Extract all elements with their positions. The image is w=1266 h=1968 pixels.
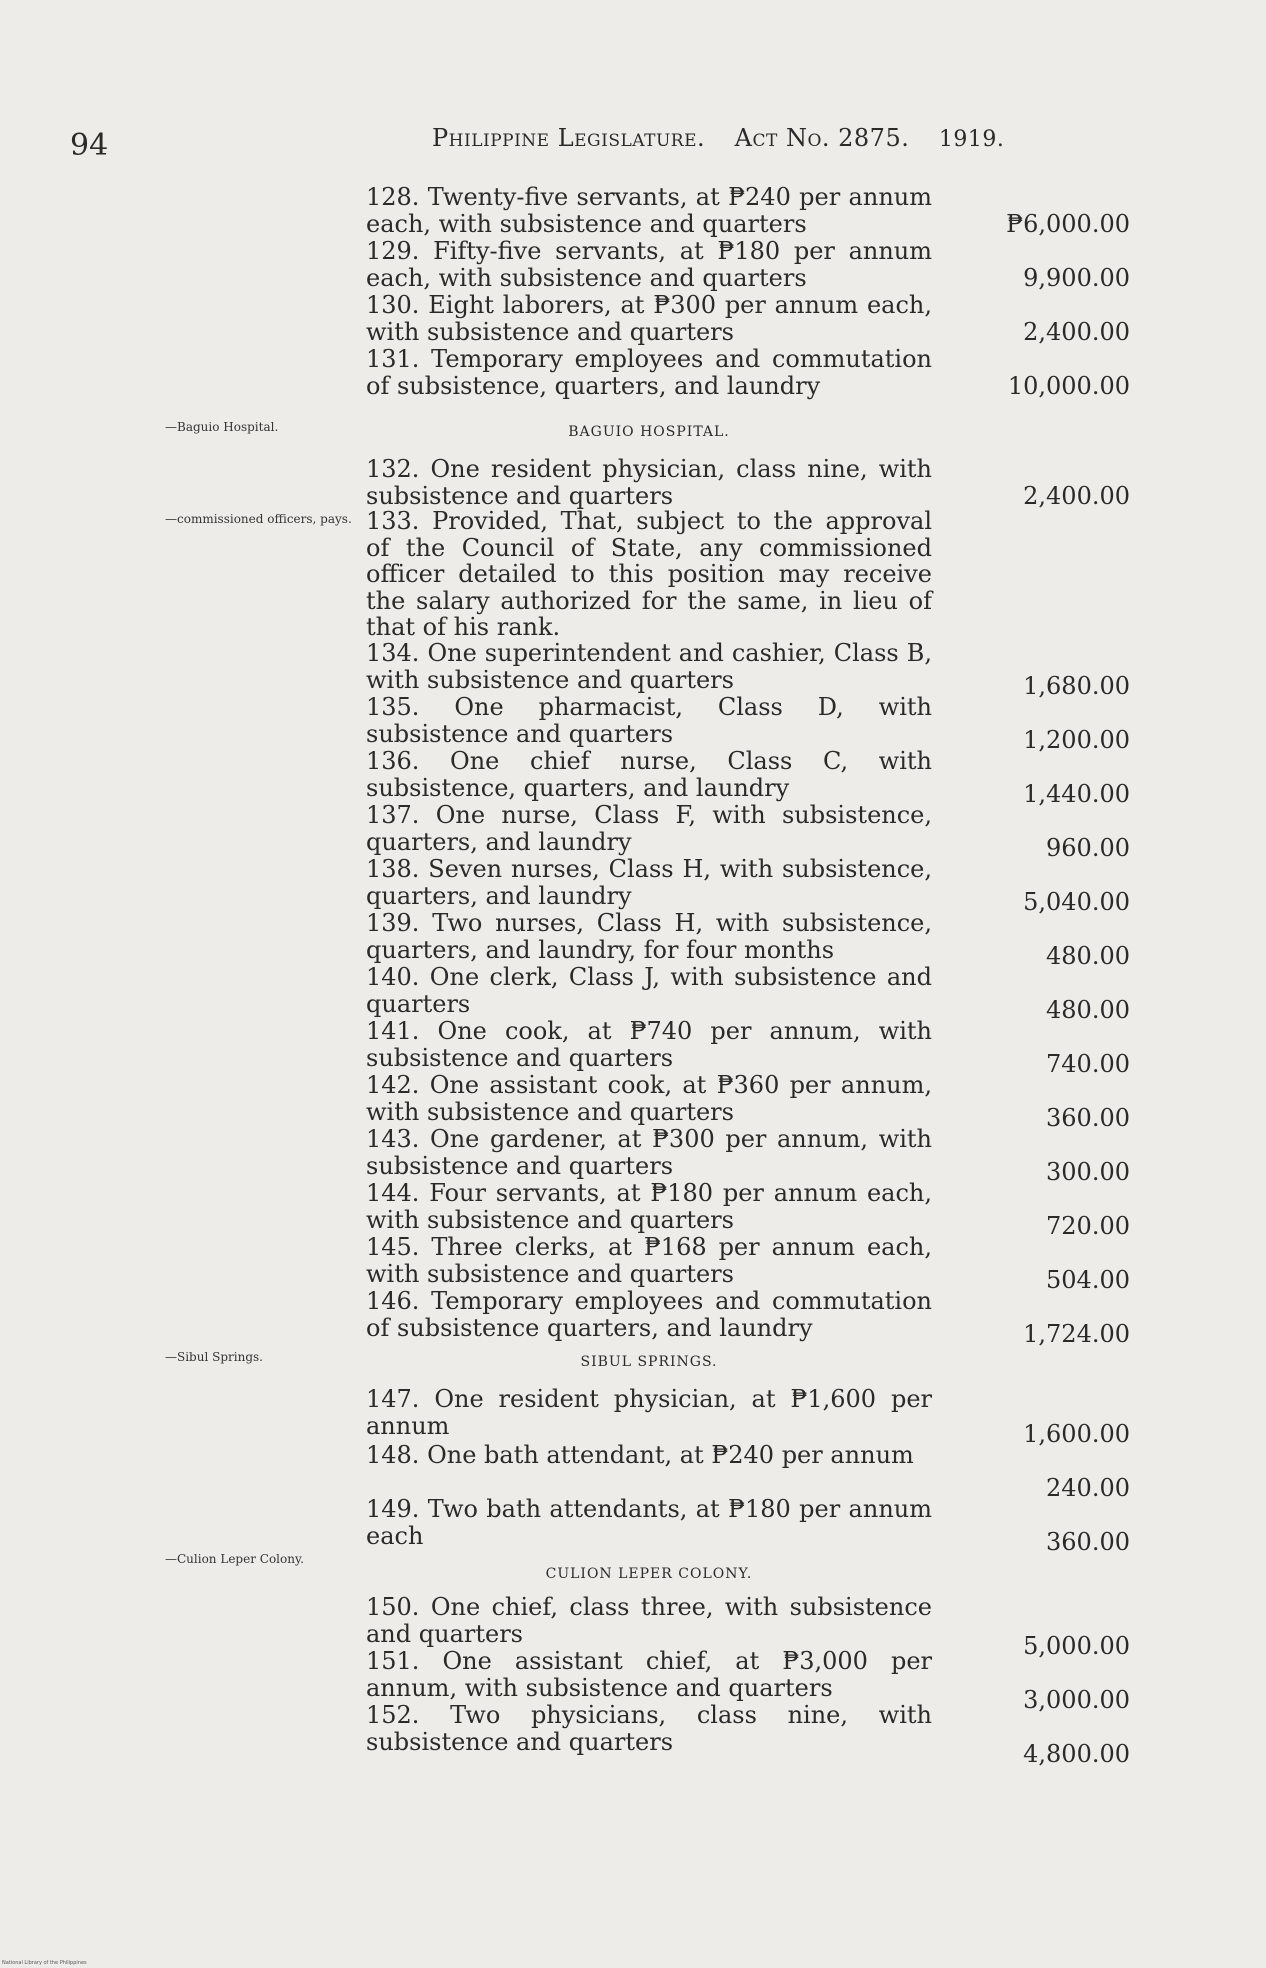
- item-text: 148. One bath attendant, at ₱240 per annum: [366, 1441, 914, 1469]
- section-heading-sibul: SIBUL SPRINGS.: [580, 1354, 718, 1370]
- item-amount: 3,000.00: [1023, 1686, 1130, 1714]
- footer-library-mark: National Library of the Philippines: [2, 1960, 87, 1966]
- item-text: 129. Fifty-five servants, at ₱180 per annum each, with subsistence and quarters: [366, 237, 932, 292]
- item-amount: 360.00: [1046, 1104, 1130, 1132]
- side-note-culion: —Culion Leper Colony.: [165, 1552, 304, 1566]
- item-text: 152. Two physicians, class nine, with subsistence and quarters: [366, 1701, 932, 1756]
- item-text: 139. Two nurses, Class H, with subsistence, quarters, and laundry, for four months: [366, 909, 932, 964]
- item-text: 144. Four servants, at ₱180 per annum each, with subsistence and quarters: [366, 1179, 932, 1234]
- item-amount: 1,200.00: [1023, 726, 1130, 754]
- item-amount: 740.00: [1046, 1050, 1130, 1078]
- item-amount: 1,440.00: [1023, 780, 1130, 808]
- item-text: 142. One assistant cook, at ₱360 per annum, with subsistence and quarters: [366, 1071, 932, 1126]
- item-amount: 2,400.00: [1023, 482, 1130, 510]
- page-number: 94: [70, 128, 109, 163]
- item-text: 141. One cook, at ₱740 per annum, with subsistence and quarters: [366, 1017, 932, 1072]
- side-note-baguio: —Baguio Hospital.: [165, 420, 279, 434]
- running-head-act: Act No. 2875.: [734, 124, 910, 152]
- item-amount: 10,000.00: [1007, 372, 1130, 400]
- item-text: 147. One resident physician, at ₱1,600 per annum: [366, 1385, 932, 1440]
- item-amount: 4,800.00: [1023, 1740, 1130, 1768]
- item-amount: 480.00: [1046, 996, 1130, 1024]
- item-text: 140. One clerk, Class J, with subsistence and quarters: [366, 963, 932, 1018]
- side-note-commissioned: —commissioned officers, pays.: [165, 512, 352, 526]
- item-text: 150. One chief, class three, with subsistence and quarters: [366, 1593, 932, 1648]
- item-text: 151. One assistant chief, at ₱3,000 per annum, with subsistence and quarters: [366, 1647, 932, 1702]
- item-text: 128. Twenty-five servants, at ₱240 per annum each, with subsistence and quarters: [366, 183, 932, 238]
- item-text: 136. One chief nurse, Class C, with subsistence, quarters, and laundry: [366, 747, 932, 802]
- item-amount: 1,724.00: [1023, 1320, 1130, 1348]
- item-text: 133. Provided, That, subject to the approval of the Council of State, any commissioned officer detailed to this position may receive the salary authorized for the same, in lieu of that of his rank.: [366, 507, 932, 641]
- running-head-year: 1919.: [938, 127, 1005, 152]
- item-text: 135. One pharmacist, Class D, with subsistence and quarters: [366, 693, 932, 748]
- item-text: 146. Temporary employees and commutation of subsistence quarters, and laundry: [366, 1287, 932, 1342]
- item-amount: 1,600.00: [1023, 1420, 1130, 1448]
- item-text: 130. Eight laborers, at ₱300 per annum each, with subsistence and quarters: [366, 291, 932, 346]
- item-text: 134. One superintendent and cashier, Class B, with subsistence and quarters: [366, 639, 932, 694]
- item-amount: 960.00: [1046, 834, 1130, 862]
- running-head-title: Philippine Legislature.: [432, 124, 706, 152]
- item-text: 145. Three clerks, at ₱168 per annum each, with subsistence and quarters: [366, 1233, 932, 1288]
- item-amount: 2,400.00: [1023, 318, 1130, 346]
- item-text: 149. Two bath attendants, at ₱180 per annum each: [366, 1495, 932, 1550]
- side-note-sibul: —Sibul Springs.: [165, 1350, 263, 1364]
- item-amount: 5,040.00: [1023, 888, 1130, 916]
- section-heading-culion: CULION LEPER COLONY.: [545, 1566, 753, 1582]
- item-amount: 300.00: [1046, 1158, 1130, 1186]
- section-heading-baguio: BAGUIO HOSPITAL.: [568, 424, 730, 440]
- item-text: 138. Seven nurses, Class H, with subsistence, quarters, and laundry: [366, 855, 932, 910]
- item-text: 143. One gardener, at ₱300 per annum, with subsistence and quarters: [366, 1125, 932, 1180]
- item-text: 131. Temporary employees and commutation of subsistence, quarters, and laundry: [366, 345, 932, 400]
- item-amount: 360.00: [1046, 1528, 1130, 1556]
- item-amount: 480.00: [1046, 942, 1130, 970]
- item-amount: 720.00: [1046, 1212, 1130, 1240]
- item-amount: 240.00: [1046, 1474, 1130, 1502]
- item-amount: ₱6,000.00: [1006, 210, 1130, 238]
- item-amount: 504.00: [1046, 1266, 1130, 1294]
- item-text: 132. One resident physician, class nine, with subsistence and quarters: [366, 455, 932, 510]
- item-amount: 9,900.00: [1023, 264, 1130, 292]
- running-head: [432, 124, 1026, 152]
- item-amount: 5,000.00: [1023, 1632, 1130, 1660]
- item-text: 137. One nurse, Class F, with subsistence, quarters, and laundry: [366, 801, 932, 856]
- item-amount: 1,680.00: [1023, 672, 1130, 700]
